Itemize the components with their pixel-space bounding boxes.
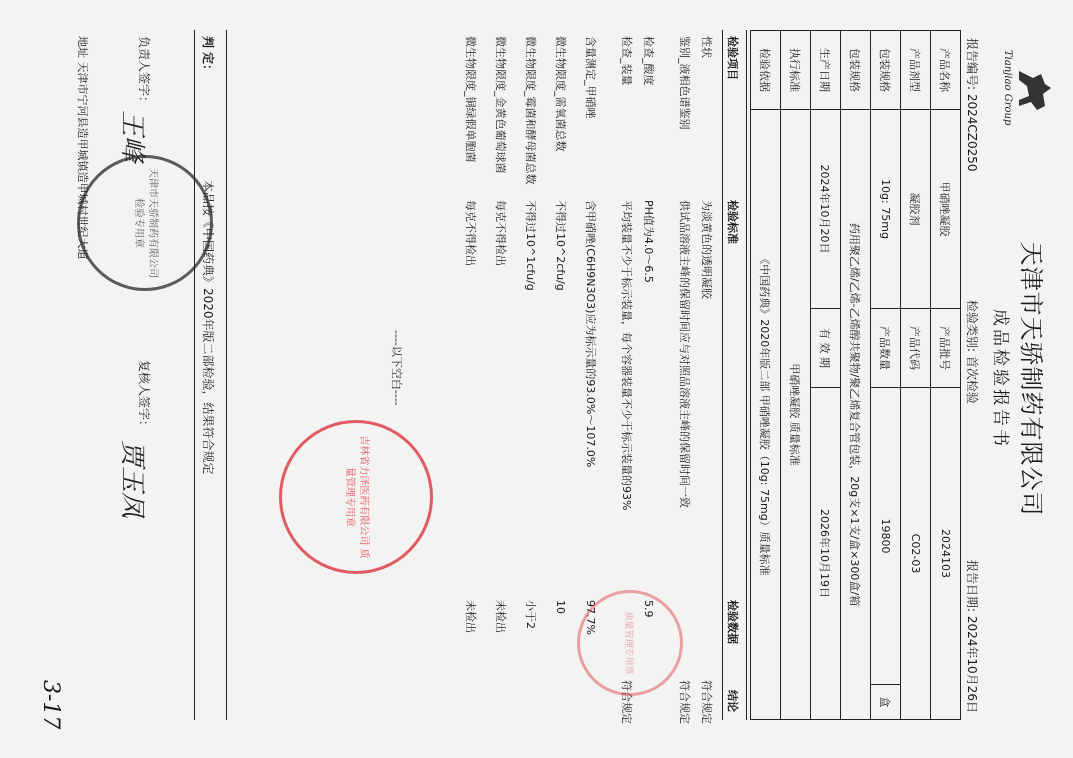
product-info-table <box>750 30 961 720</box>
result-standard: 每克不得检出 <box>494 200 507 266</box>
result-item: 检查_酸度 <box>642 36 655 86</box>
report-title: 成品检验报告书 <box>990 309 1010 449</box>
dosage-value: 凝胶剂 <box>901 110 931 309</box>
results-header-item: 检验项目 <box>726 36 739 80</box>
red-seal-small-text: 质量管理专用章 <box>623 611 634 675</box>
red-seal-main <box>279 420 433 574</box>
report-date-value: 2024年10月26日 <box>965 615 979 713</box>
batch-value: 2024103 <box>931 388 961 720</box>
qty-value: 19800 <box>871 388 901 685</box>
result-value: 10 <box>554 600 567 614</box>
prod-date-value: 2024年10月20日 <box>811 110 841 309</box>
reviewer-signature: 贾玉凤 <box>117 440 147 519</box>
result-standard: 平均装量不少于标示装量，每个容器装量不少于标示装量的93% <box>620 200 633 511</box>
result-standard: 含甲硝唑(C6H9N3O3)应为标示量的93.0%～107.0% <box>584 200 597 468</box>
report-number <box>964 38 981 172</box>
responsible-label: 负责人签字： <box>137 36 151 109</box>
responsible-signature: 王峰 <box>117 110 147 163</box>
report-number-value: 2024CZ0250 <box>965 93 979 172</box>
result-item: 性状 <box>700 36 713 58</box>
result-value: 97.7% <box>584 600 597 635</box>
result-item: 检查_装量 <box>620 36 633 86</box>
red-seal-small <box>577 590 683 696</box>
logo-text: Tianjiao Group <box>1002 50 1013 126</box>
result-value: 未检出 <box>464 600 477 633</box>
report-date <box>964 560 981 713</box>
table-row <box>841 31 871 720</box>
result-standard: 不得过10^2cfu/g <box>554 200 567 291</box>
report-number-label: 报告编号: <box>965 38 979 91</box>
inspection-type-label: 检验类别: <box>965 300 979 353</box>
package-value: 药用聚乙烯/乙烯-乙烯醇共聚物/聚乙烯复合管包装，20g支×1支/盒×300盒/箱 <box>841 110 871 720</box>
judgement-bottom-rule <box>194 30 195 720</box>
result-standard: 为淡黄色的透明凝胶 <box>700 200 713 299</box>
table-row <box>871 31 901 720</box>
reviewer-label: 复核人签字： <box>137 360 151 433</box>
result-conclusion: 符合规定 <box>620 680 633 724</box>
results-header-rule <box>722 30 723 720</box>
code-value: C02-03 <box>901 388 931 720</box>
basis-label: 检验依据 <box>751 31 781 110</box>
black-seal-text: 天津市天骄制药有限公司 检验专用章 <box>133 168 158 278</box>
result-item: 微生物限度_金黄色葡萄球菌 <box>494 36 507 174</box>
table-row <box>931 31 961 720</box>
result-conclusion: 符合规定 <box>678 680 691 724</box>
table-row <box>751 31 781 720</box>
basis-value: 《中国药典》2020年版二部 甲硝唑凝胶（10g: 75mg）质量标准 <box>751 110 781 720</box>
prod-date-label: 生产日期 <box>811 31 841 110</box>
result-value: 5.9 <box>642 600 655 618</box>
result-item: 微生物限度_铜绿假单胞菌 <box>464 36 477 163</box>
inspection-type-value: 首次检验 <box>965 355 979 404</box>
standard-label: 执行标准 <box>781 31 811 110</box>
package-label: 包装规格 <box>841 31 871 110</box>
result-conclusion: 符合规定 <box>700 680 713 724</box>
result-item: 微生物限度_需氧菌总数 <box>554 36 567 152</box>
qty-label: 产品数量 <box>871 309 901 388</box>
result-value: 小于2 <box>524 600 537 629</box>
expiry-value: 2026年10月19日 <box>811 388 841 720</box>
end-note: ----以下空白---- <box>390 330 403 406</box>
result-item: 鉴别_液相色谱鉴别 <box>678 36 691 130</box>
judgement-text: 本品按《中国药典》2020年版二部检验，结果符合规定 <box>201 180 215 475</box>
black-seal-main <box>77 155 213 291</box>
results-header-conclusion: 结论 <box>726 690 739 712</box>
spec-value: 10g: 75mg <box>871 110 901 309</box>
results-header-standard: 检验标准 <box>726 200 739 244</box>
table-row <box>781 31 811 720</box>
result-standard: 供试品溶液主峰的保留时间应与对照品溶液主峰的保留时间一致 <box>678 200 691 508</box>
table-row <box>901 31 931 720</box>
standard-value: 甲硝唑凝胶 质量标准 <box>781 110 811 720</box>
result-standard: 不得过10^1cfu/g <box>524 200 537 291</box>
table-row <box>811 31 841 720</box>
margin-handwriting: 3-17 <box>38 680 63 730</box>
dosage-label: 产品剂型 <box>901 31 931 110</box>
result-value: 未检出 <box>494 600 507 633</box>
results-top-rule <box>746 30 747 720</box>
qty-unit: 盒 <box>871 685 901 720</box>
red-seal-text: 吉林省力泽医药有限公司 质量管理专用章 <box>344 435 369 559</box>
judgement-label: 判 定： <box>201 36 215 77</box>
address-text: 天津市宁河县造甲城镇造甲城村世纪大道 <box>76 61 89 260</box>
code-label: 产品代码 <box>901 309 931 388</box>
product-name-label: 产品名称 <box>931 31 961 110</box>
spec-label: 包装规格 <box>871 31 901 110</box>
results-header-result: 检验数据 <box>726 600 739 644</box>
company-name: 天津市天骄制药有限公司 <box>1017 241 1045 517</box>
batch-label: 产品批号 <box>931 309 961 388</box>
inspection-type <box>964 300 981 404</box>
judgement-top-rule <box>226 30 227 720</box>
product-name-value: 甲硝唑凝胶 <box>931 110 961 309</box>
result-standard: PH值为4.0～6.5 <box>642 200 655 283</box>
result-item: 微生物限度_霉菌和酵母菌总数 <box>524 36 537 185</box>
address-label: 地址 <box>76 36 89 58</box>
expiry-label: 有 效 期 <box>811 309 841 388</box>
report-date-label: 报告日期: <box>965 560 979 613</box>
result-standard: 每克不得检出 <box>464 200 477 266</box>
result-item: 含量测定_甲硝唑 <box>584 36 597 119</box>
